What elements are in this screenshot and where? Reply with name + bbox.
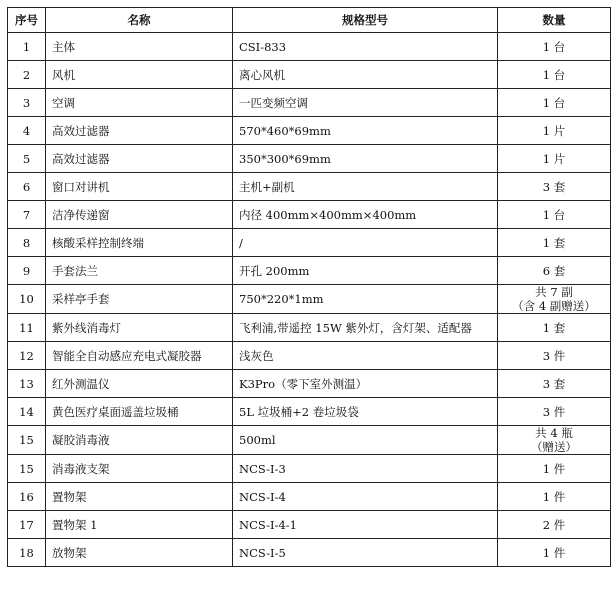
row-index: 15	[8, 426, 46, 455]
row-index: 10	[8, 285, 46, 314]
equipment-table	[7, 7, 611, 567]
table-row	[8, 342, 611, 370]
row-name: 手套法兰	[46, 257, 233, 285]
header-row	[8, 8, 611, 33]
row-spec: NCS-I-4	[233, 483, 498, 511]
row-qty: 1 件	[498, 483, 611, 511]
row-qty: 6 套	[498, 257, 611, 285]
header-spec: 规格型号	[233, 8, 498, 33]
row-name: 风机	[46, 61, 233, 89]
table-row	[8, 483, 611, 511]
row-qty: 3 件	[498, 398, 611, 426]
row-qty: 1 台	[498, 89, 611, 117]
row-name: 采样亭手套	[46, 285, 233, 314]
row-spec: NCS-I-3	[233, 455, 498, 483]
row-spec: 开孔 200mm	[233, 257, 498, 285]
row-name: 高效过滤器	[46, 145, 233, 173]
row-spec: 一匹变频空调	[233, 89, 498, 117]
row-index: 3	[8, 89, 46, 117]
row-spec: 5L 垃圾桶+2 卷垃圾袋	[233, 398, 498, 426]
table-row	[8, 201, 611, 229]
row-index: 14	[8, 398, 46, 426]
table-row	[8, 455, 611, 483]
table-row	[8, 314, 611, 342]
table-row	[8, 539, 611, 567]
row-index: 6	[8, 173, 46, 201]
row-index: 8	[8, 229, 46, 257]
row-name: 核酸采样控制终端	[46, 229, 233, 257]
row-name: 洁净传递窗	[46, 201, 233, 229]
header-index: 序号	[8, 8, 46, 33]
table-row	[8, 398, 611, 426]
row-qty: 3 套	[498, 370, 611, 398]
row-name: 置物架 1	[46, 511, 233, 539]
row-qty: 共 7 副 （含 4 副赠送）	[498, 285, 611, 314]
row-spec: 飞利浦,带遥控 15W 紫外灯，含灯架、适配器	[233, 314, 498, 342]
row-index: 4	[8, 117, 46, 145]
row-index: 5	[8, 145, 46, 173]
table-body	[8, 33, 611, 567]
row-spec: 350*300*69mm	[233, 145, 498, 173]
table-row	[8, 426, 611, 455]
row-index: 1	[8, 33, 46, 61]
row-index: 2	[8, 61, 46, 89]
row-spec: NCS-I-4-1	[233, 511, 498, 539]
row-index: 15	[8, 455, 46, 483]
row-index: 9	[8, 257, 46, 285]
row-index: 12	[8, 342, 46, 370]
row-qty: 1 套	[498, 314, 611, 342]
row-qty: 1 台	[498, 201, 611, 229]
row-qty: 1 片	[498, 145, 611, 173]
table-row	[8, 370, 611, 398]
row-index: 13	[8, 370, 46, 398]
header-name: 名称	[46, 8, 233, 33]
table-row	[8, 145, 611, 173]
row-spec: 内径 400mm×400mm×400mm	[233, 201, 498, 229]
row-index: 17	[8, 511, 46, 539]
table-row	[8, 511, 611, 539]
row-name: 智能全自动感应充电式凝胶器	[46, 342, 233, 370]
row-qty: 共 4 瓶 （赠送）	[498, 426, 611, 455]
row-qty: 1 套	[498, 229, 611, 257]
row-index: 18	[8, 539, 46, 567]
row-name: 凝胶消毒液	[46, 426, 233, 455]
row-qty: 3 套	[498, 173, 611, 201]
row-qty: 1 台	[498, 33, 611, 61]
row-name: 主体	[46, 33, 233, 61]
row-spec: 主机+副机	[233, 173, 498, 201]
table-row	[8, 173, 611, 201]
row-qty: 1 件	[498, 539, 611, 567]
row-index: 16	[8, 483, 46, 511]
row-name: 高效过滤器	[46, 117, 233, 145]
row-spec: NCS-I-5	[233, 539, 498, 567]
row-spec: CSI-833	[233, 33, 498, 61]
row-spec: 浅灰色	[233, 342, 498, 370]
row-name: 置物架	[46, 483, 233, 511]
row-qty: 1 件	[498, 455, 611, 483]
table-row	[8, 33, 611, 61]
row-qty: 1 片	[498, 117, 611, 145]
header-qty: 数量	[498, 8, 611, 33]
row-spec: /	[233, 229, 498, 257]
table-row	[8, 285, 611, 314]
row-name: 黄色医疗桌面遥盖垃圾桶	[46, 398, 233, 426]
table-row	[8, 257, 611, 285]
row-spec: 570*460*69mm	[233, 117, 498, 145]
row-spec: K3Pro（零下室外测温）	[233, 370, 498, 398]
row-index: 7	[8, 201, 46, 229]
row-name: 红外测温仪	[46, 370, 233, 398]
row-spec: 750*220*1mm	[233, 285, 498, 314]
row-spec: 离心风机	[233, 61, 498, 89]
row-name: 放物架	[46, 539, 233, 567]
table-row	[8, 89, 611, 117]
row-spec: 500ml	[233, 426, 498, 455]
row-name: 窗口对讲机	[46, 173, 233, 201]
row-qty: 1 台	[498, 61, 611, 89]
table-row	[8, 61, 611, 89]
row-name: 空调	[46, 89, 233, 117]
row-index: 11	[8, 314, 46, 342]
table-row	[8, 117, 611, 145]
table-row	[8, 229, 611, 257]
row-qty: 3 件	[498, 342, 611, 370]
row-name: 紫外线消毒灯	[46, 314, 233, 342]
row-name: 消毒液支架	[46, 455, 233, 483]
row-qty: 2 件	[498, 511, 611, 539]
